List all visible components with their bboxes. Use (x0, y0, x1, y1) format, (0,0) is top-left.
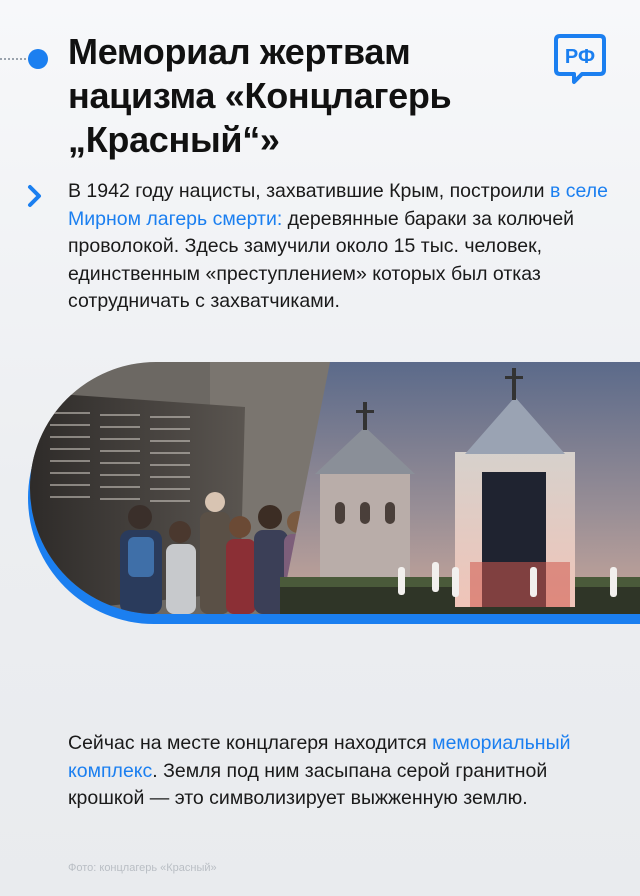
rf-logo-icon (552, 30, 608, 86)
photo-credit: Фото: концлагерь «Красный» (68, 862, 217, 874)
title-bullet-icon (28, 49, 48, 69)
outro-highlight: мемориальный комплекс (68, 732, 571, 782)
intro-highlight: в селе Мирном лагерь смерти: (68, 180, 608, 230)
photo-svg (30, 362, 640, 614)
outro-text-before: Сейчас на месте концлагеря находится (68, 732, 433, 754)
outro-paragraph (68, 730, 618, 813)
intro-text-after: деревянные бараки за колючей проволокой. Здесь замучили около 15 тыс. человек, единственным «преступлением» которых был отказ сотрудничать с захватчиками. (68, 207, 575, 312)
chevron-right-icon (26, 184, 44, 208)
intro-paragraph (68, 178, 618, 316)
page-title: Мемориал жертвам нацизма «Концлагерь „Красный“» (68, 31, 452, 160)
photo (30, 362, 640, 614)
photo-right-memorial-dusk (280, 362, 640, 614)
outro-text-after: . Земля под ним засыпана серой гранитной крошкой — это символизирует выжженную землю. (68, 759, 548, 809)
dotted-line (0, 58, 30, 60)
intro-text-before: В 1942 году нацисты, захватившие Крым, построили (68, 180, 550, 202)
logo-text: РФ (564, 46, 596, 68)
photo-collage (30, 362, 640, 624)
